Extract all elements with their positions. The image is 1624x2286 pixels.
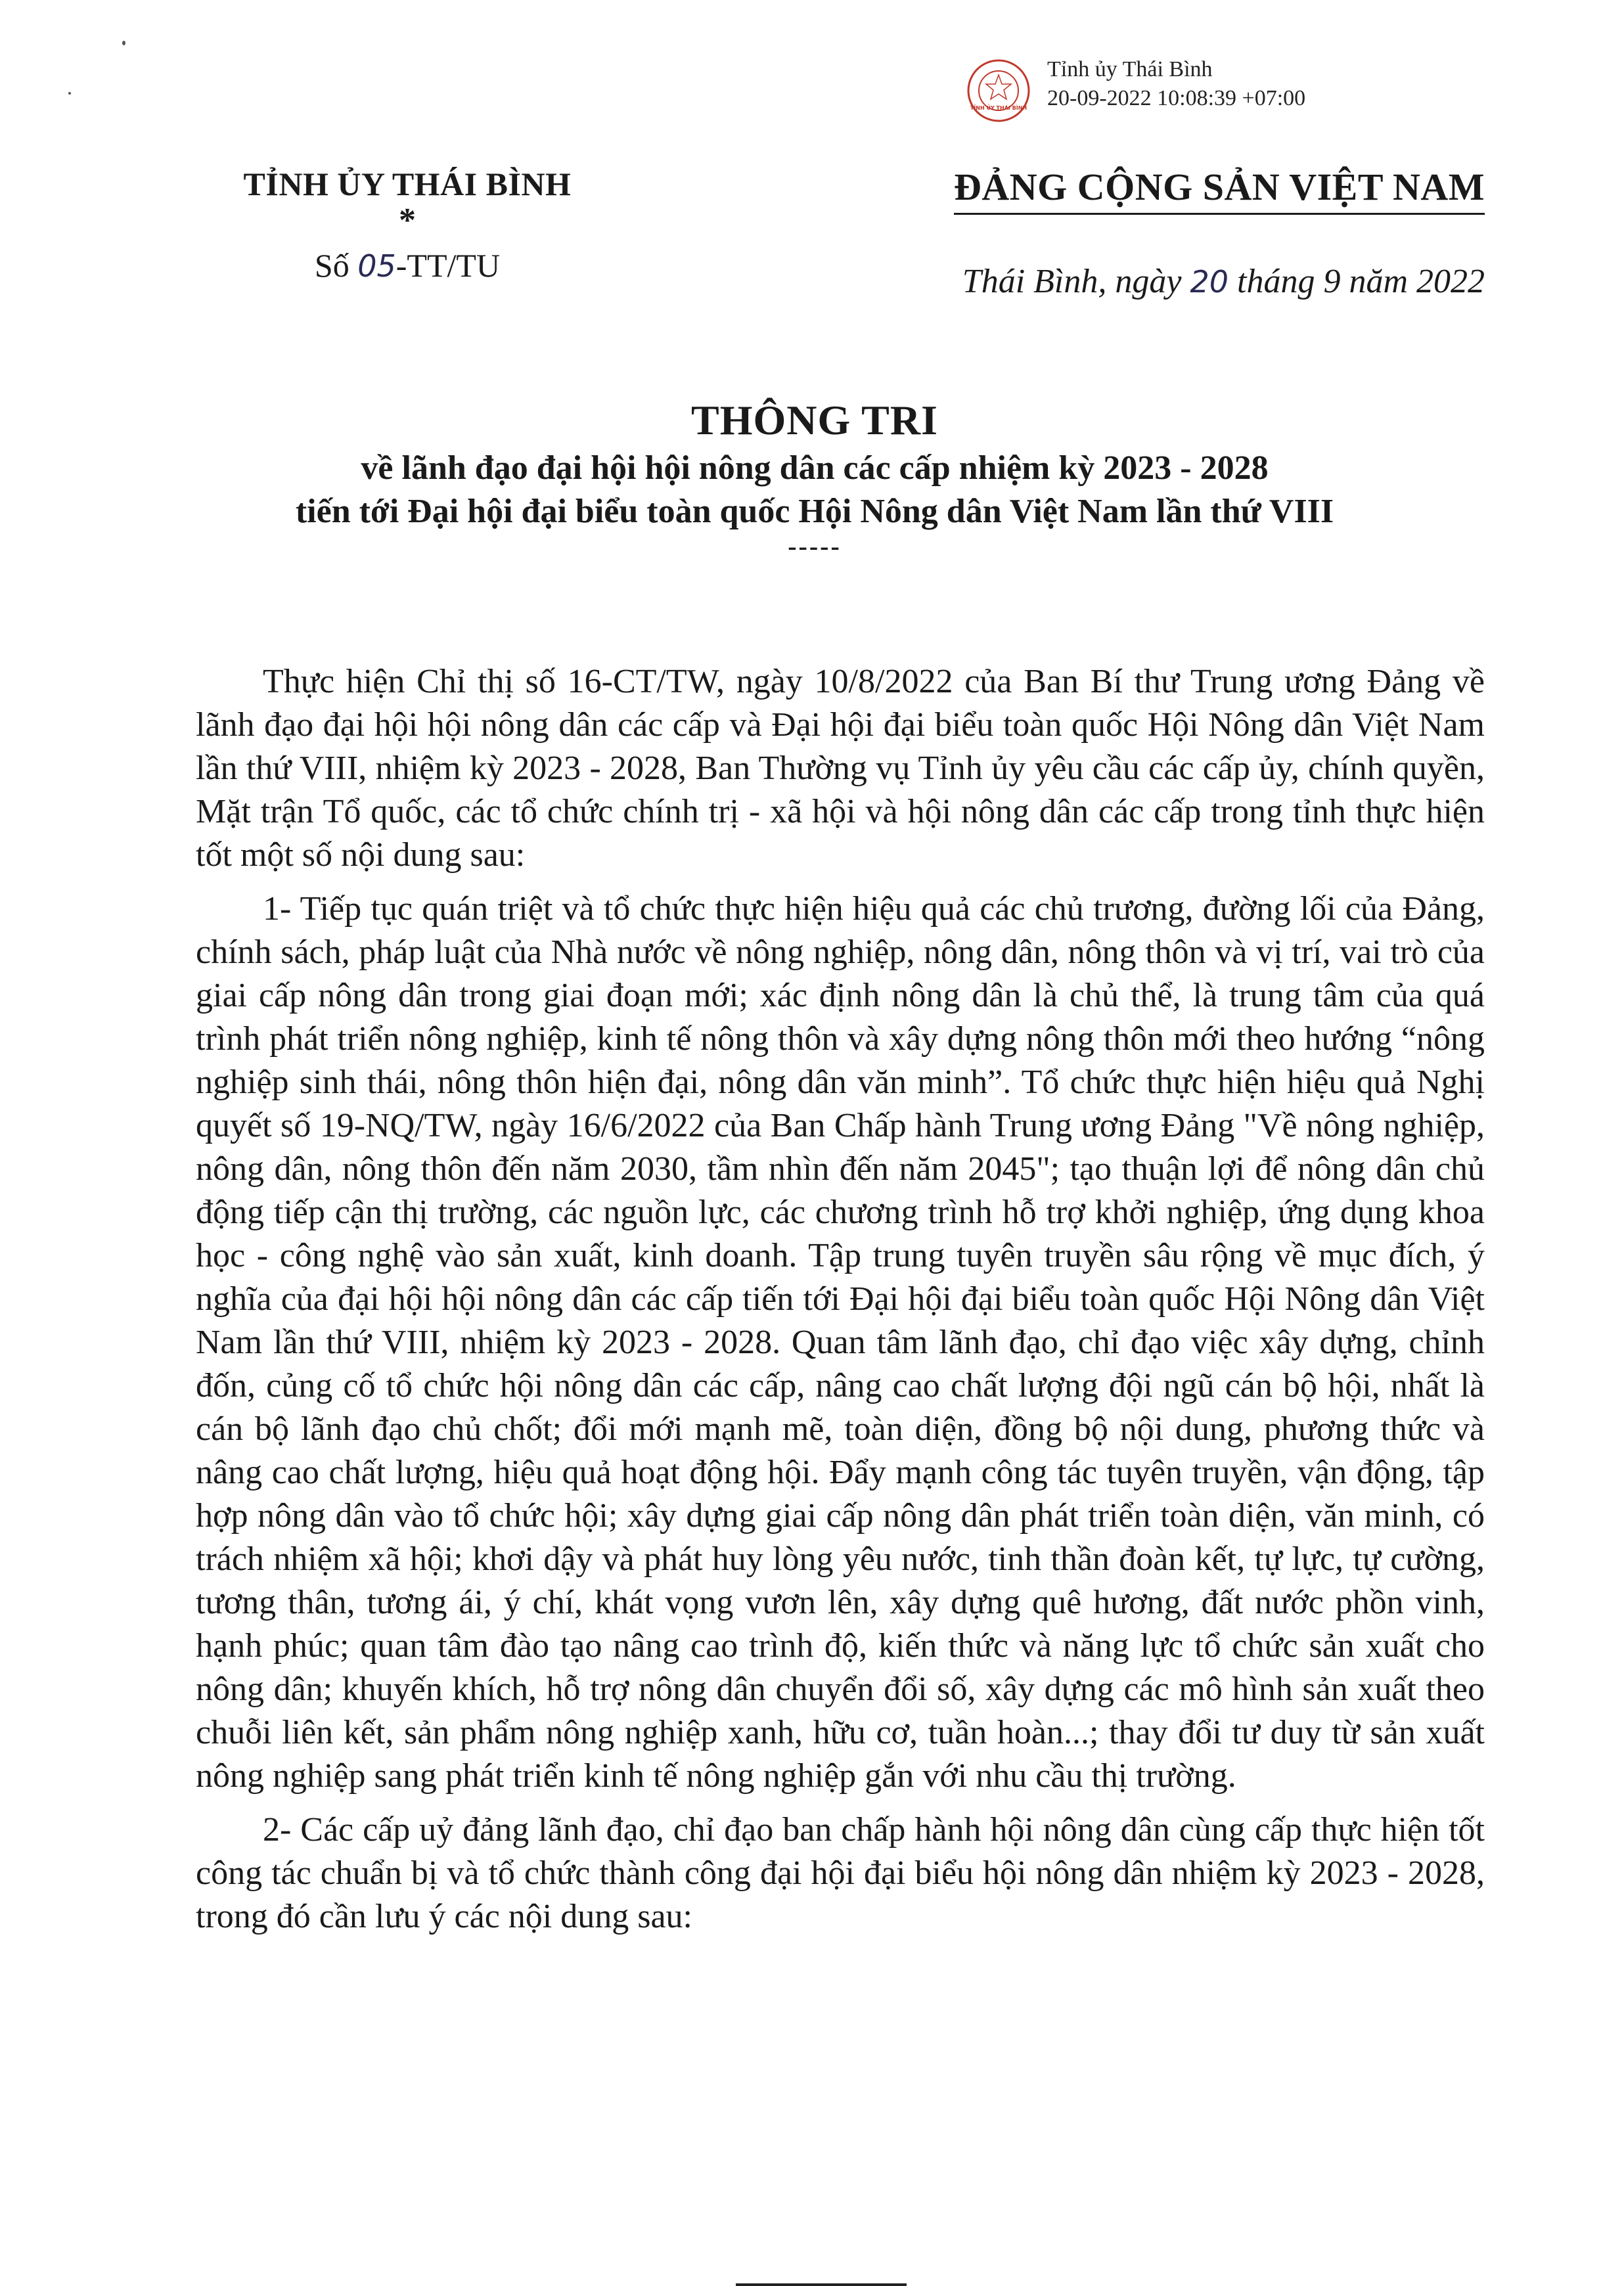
seal-text: TỈNH ỦY THÁI BÌNH xyxy=(970,105,1027,111)
title-separator: ----- xyxy=(788,531,842,561)
document-subtitle-line-2: tiến tới Đại hội đại biểu toàn quốc Hội Nông dân Việt Nam lần thứ VIII xyxy=(295,493,1334,530)
seal-icon xyxy=(966,58,1031,123)
signature-signer: Tỉnh ủy Thái Bình xyxy=(1047,57,1213,81)
document-subtitle-line-1: về lãnh đạo đại hội hội nông dân các cấp nhiệm kỳ 2023 - 2028 xyxy=(361,449,1269,487)
body-paragraph-intro: Thực hiện Chỉ thị số 16-CT/TW, ngày 10/8/2022 của Ban Bí thư Trung ương Đảng về lãnh đạo đại hội hội nông dân các cấp và Đại hội đại biểu toàn quốc Hội Nông dân Việt Nam lần thứ VIII, nhiệm kỳ 2023 - 2028, Ban Thường vụ Tỉnh ủy yêu cầu các cấp ủy, chính quyền, Mặt trận Tổ quốc, các tổ chức chính trị - xã hội và hội nông dân các cấp trong tỉnh thực hiện tốt một số nội dung sau: xyxy=(196,663,1485,874)
date-day-handwritten: 20 xyxy=(1190,264,1229,300)
body-paragraph-1: 1- Tiếp tục quán triệt và tổ chức thực hiện hiệu quả các chủ trương, đường lối của Đảng, chính sách, pháp luật của Nhà nước về nông nghiệp, nông dân, nông thôn và vị trí, vai trò của giai cấp nông dân trong giai đoạn mới; xác định nông dân là chủ thể, là trung tâm của quá trình phát triển nông nghiệp, kinh tế nông thôn và xây dựng nông thôn mới theo hướng “nông nghiệp sinh thái, nông thôn hiện đại, nông dân văn minh”. Tổ chức thực hiện hiệu quả Nghị quyết số 19-NQ/TW, ngày 16/6/2022 của Ban Chấp hành Trung ương Đảng "Về nông nghiệp, nông dân, nông thôn đến năm 2030, tầm nhìn đến năm 2045"; tạo thuận lợi để nông dân chủ động tiếp cận thị trường, các nguồn lực, các chương trình hỗ trợ khởi nghiệp, ứng dụng khoa học - công nghệ vào sản xuất, kinh doanh. Tập trung tuyên truyền sâu rộng về mục đích, ý nghĩa của đại hội hội nông dân các cấp tiến tới Đại hội đại biểu toàn quốc Hội Nông dân Việt Nam lần thứ VIII, nhiệm kỳ 2023 - 2028. Quan tâm lãnh đạo, chỉ đạo việc xây dựng, chỉnh đốn, củng cố tổ chức hội nông dân các cấp, nâng cao chất lượng đội ngũ cán bộ hội, nhất là cán bộ lãnh đạo chủ chốt; đổi mới mạnh mẽ, toàn diện, đồng bộ nội dung, phương thức và nâng cao chất lượng, hiệu quả hoạt động hội. Đẩy mạnh công tác tuyên truyền, vận động, tập hợp nông dân vào tổ chức hội; xây dựng giai cấp nông dân phát triển toàn diện, văn minh, có trách nhiệm xã hội; khơi dậy và phát huy lòng yêu nước, tinh thần đoàn kết, tự lực, tự cường, tương thân, tương ái, ý chí, khát vọng vươn lên, xây dựng quê hương, đất nước phồn vinh, hạnh phúc; quan tâm đào tạo nâng cao trình độ, kiến thức và năng lực tổ chức sản xuất cho nông dân; khuyến khích, hỗ trợ nông dân chuyển đổi số, xây dựng các mô hình sản xuất theo chuỗi liên kết, sản phẩm nông nghiệp xanh, hữu cơ, tuần hoàn...; thay đổi tư duy từ sản xuất nông nghiệp sang phát triển kinh tế nông nghiệp gắn với nhu cầu thị trường. xyxy=(196,890,1485,1795)
document-body xyxy=(196,660,1485,1939)
issuer-header xyxy=(191,164,624,286)
doc-number-prefix: Số xyxy=(314,247,350,284)
page-edge-mark xyxy=(736,2283,907,2286)
signature-timestamp: 20-09-2022 10:08:39 +07:00 xyxy=(1047,86,1306,110)
party-name: ĐẢNG CỘNG SẢN VIỆT NAM xyxy=(954,164,1485,215)
doc-number-handwritten: 05 xyxy=(357,248,396,284)
header-star: * xyxy=(399,202,416,239)
party-header xyxy=(867,164,1485,303)
doc-number-suffix: -TT/TU xyxy=(395,247,501,284)
document-title-block xyxy=(131,394,1498,560)
digital-signature xyxy=(966,54,1426,126)
scan-speck xyxy=(122,41,125,45)
issuing-organization: TỈNH ỦY THÁI BÌNH xyxy=(243,166,572,202)
document-title: THÔNG TRI xyxy=(691,397,938,443)
body-paragraph-2: 2- Các cấp uỷ đảng lãnh đạo, chỉ đạo ban chấp hành hội nông dân cùng cấp thực hiện tốt công tác chuẩn bị và tổ chức thành công đại hội đại biểu hội nông dân nhiệm kỳ 2023 - 2028, trong đó cần lưu ý các nội dung sau: xyxy=(196,1811,1485,1935)
scan-speck xyxy=(68,92,71,95)
document-number xyxy=(191,246,624,286)
date-suffix: tháng 9 năm 2022 xyxy=(1237,263,1485,300)
place-and-date xyxy=(867,261,1485,303)
date-prefix: Thái Bình, ngày xyxy=(962,263,1182,300)
